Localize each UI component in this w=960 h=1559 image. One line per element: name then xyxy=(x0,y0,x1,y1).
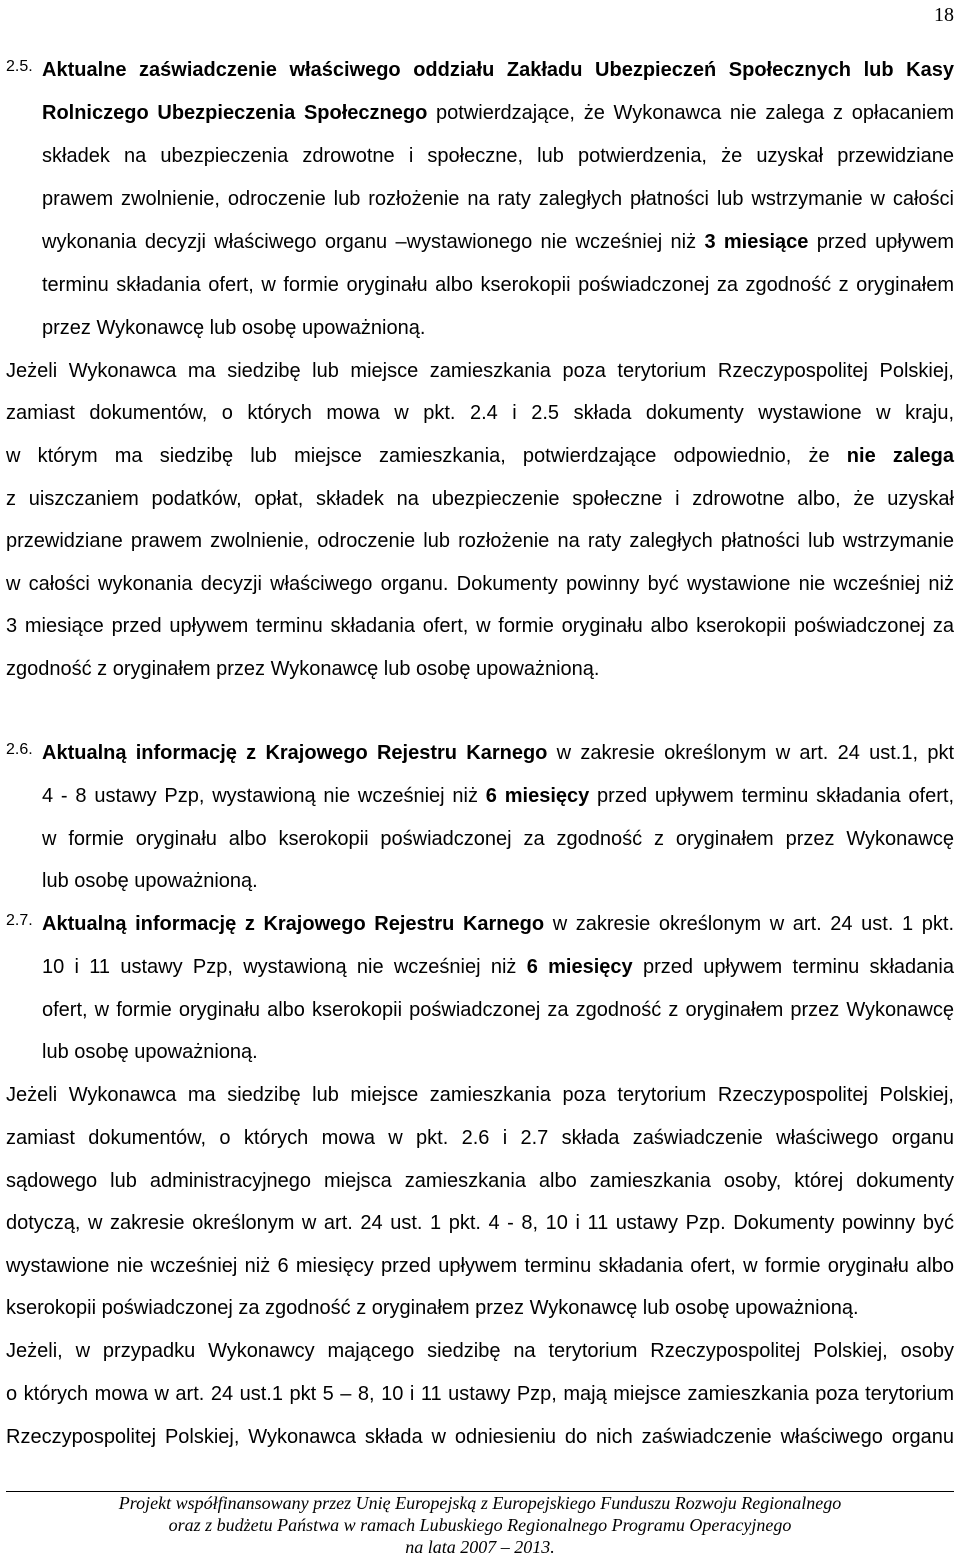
text-line: sądowego lub administracyjnego miejsca zamieszkania albo zamieszkania osoby, której dokumenty xyxy=(6,1170,954,1192)
text-line: Rolniczego Ubezpieczenia Społecznego potwierdzające, że Wykonawca nie zalega z opłacaniem xyxy=(42,102,954,124)
text-line: z uiszczaniem podatków, opłat, składek na ubezpieczenie społeczne i zdrowotne albo, że uzyskał xyxy=(6,488,954,510)
text-line: przewidziane prawem zwolnienie, odroczenie lub rozłożenie na raty zaległych płatności lub wstrzymanie xyxy=(6,530,954,552)
footer-line: na lata 2007 – 2013. xyxy=(405,1537,555,1557)
text-line: Aktualną informację z Krajowego Rejestru Karnego w zakresie określonym w art. 24 ust.1, pkt xyxy=(42,742,955,764)
text-line: w którym ma siedzibę lub miejsce zamieszkania, potwierdzające odpowiednio, że nie zalega xyxy=(6,445,954,467)
text-line: zgodność z oryginałem przez Wykonawcę lub osobę upoważnioną. xyxy=(6,658,600,680)
text-line: ofert, w formie oryginału albo kserokopii poświadczonej za zgodność z oryginałem przez Wykonawcę xyxy=(42,999,954,1021)
text-line: 10 i 11 ustawy Pzp, wystawioną nie wcześniej niż 6 miesięcy przed upływem terminu składania xyxy=(42,956,954,978)
page-number: 18 xyxy=(934,4,954,26)
text-line: w formie oryginału albo kserokopii poświadczonej za zgodność z oryginałem przez Wykonawcę xyxy=(42,828,954,850)
footer-line: oraz z budżetu Państwa w ramach Lubuskiego Regionalnego Programu Operacyjnego xyxy=(168,1515,792,1535)
text-line: wystawione nie wcześniej niż 6 miesięcy przed upływem terminu składania ofert, w formie oryginału albo xyxy=(6,1255,954,1277)
text-line: przez Wykonawcę lub osobę upoważnioną. xyxy=(42,317,426,339)
text-line: zamiast dokumentów, o których mowa w pkt. 2.6 i 2.7 składa zaświadczenie właściwego organu xyxy=(6,1127,954,1149)
item-number-2-6: 2.6. xyxy=(6,741,33,758)
item-number-2-7: 2.7. xyxy=(6,912,33,929)
text-line: kserokopii poświadczonej za zgodność z oryginałem przez Wykonawcę lub osobę upoważnioną. xyxy=(6,1297,859,1319)
text-line: dotyczą, w zakresie określonym w art. 24 ust. 1 pkt. 4 - 8, 10 i 11 ustawy Pzp. Dokumenty powinny być xyxy=(6,1212,954,1234)
text-line: o których mowa w art. 24 ust.1 pkt 5 – 8, 10 i 11 ustawy Pzp, mają miejsce zamieszkania poza terytorium xyxy=(6,1383,954,1405)
footer-line: Projekt współfinansowany przez Unię Europejską z Europejskiego Funduszu Rozwoju Regionalnego xyxy=(118,1493,842,1513)
text-line: zamiast dokumentów, o których mowa w pkt. 2.4 i 2.5 składa dokumenty wystawione w kraju, xyxy=(6,402,954,424)
text-line: Aktualne zaświadczenie właściwego oddziału Zakładu Ubezpieczeń Społecznych lub Kasy xyxy=(42,59,954,81)
text-line: Aktualną informację z Krajowego Rejestru Karnego w zakresie określonym w art. 24 ust. 1 pkt. xyxy=(42,913,954,935)
item-number-2-5: 2.5. xyxy=(6,58,33,75)
text-line: 3 miesiące przed upływem terminu składania ofert, w formie oryginału albo kserokopii poświadczonej za xyxy=(6,615,954,637)
text-line: składek na ubezpieczenia zdrowotne i społeczne, lub potwierdzenia, że uzyskał przewidziane xyxy=(42,145,954,167)
text-line: wykonania decyzji właściwego organu –wystawionego nie wcześniej niż 3 miesiące przed upływem xyxy=(42,231,954,253)
text-line: w całości wykonania decyzji właściwego organu. Dokumenty powinny być wystawione nie wcześniej niż xyxy=(6,573,954,595)
page-footer xyxy=(6,1491,954,1558)
text-line: 4 - 8 ustawy Pzp, wystawioną nie wcześniej niż 6 miesięcy przed upływem terminu składania ofert, xyxy=(42,785,955,807)
text-line: Jeżeli Wykonawca ma siedzibę lub miejsce zamieszkania poza terytorium Rzeczypospolitej Polskiej, xyxy=(6,360,954,382)
text-line: lub osobę upoważnioną. xyxy=(42,870,258,892)
text-line: Jeżeli, w przypadku Wykonawcy mającego siedzibę na terytorium Rzeczypospolitej Polskiej, osoby xyxy=(6,1340,954,1362)
text-line: prawem zwolnienie, odroczenie lub rozłożenie na raty zaległych płatności lub wstrzymanie w całości xyxy=(42,188,954,210)
text-line: Jeżeli Wykonawca ma siedzibę lub miejsce zamieszkania poza terytorium Rzeczypospolitej Polskiej, xyxy=(6,1084,954,1106)
text-line: lub osobę upoważnioną. xyxy=(42,1041,258,1063)
text-line: Rzeczypospolitej Polskiej, Wykonawca składa w odniesieniu do nich zaświadczenie właściwego organu xyxy=(6,1426,954,1448)
text-line: terminu składania ofert, w formie oryginału albo kserokopii poświadczonej za zgodność z oryginałem xyxy=(42,274,954,296)
